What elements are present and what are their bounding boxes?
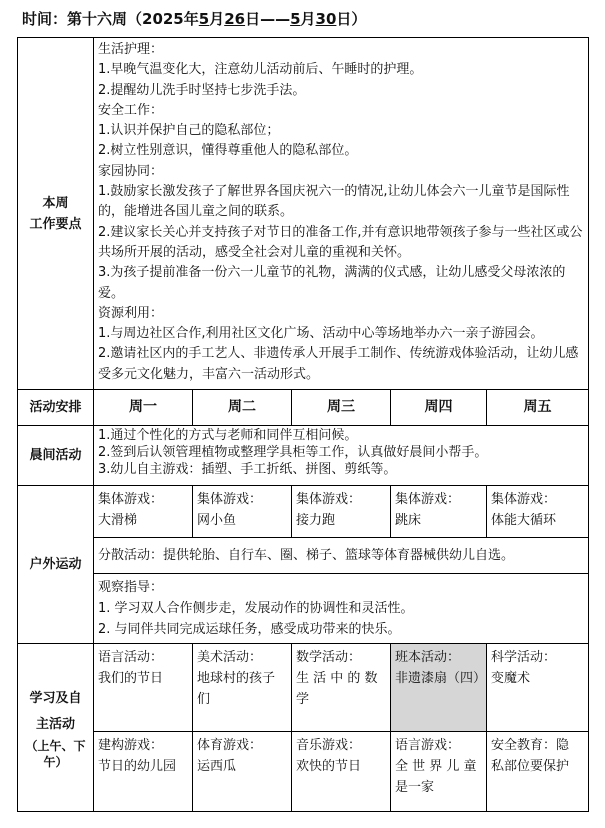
outdoor-group-wed [292,486,391,538]
study-kind: 建构游戏： [98,738,164,753]
focus-line: 安全工作： [98,102,164,118]
outdoor-label: 户外运动 [18,486,94,644]
study-name: 生 活 中 的 数 学 [296,671,378,707]
study-kind: 美术活动： [197,650,263,665]
study-name: 地球村的孩子们 [197,671,276,707]
study-label [18,644,94,812]
study-tue-am [193,644,292,732]
study-fri-am [487,644,589,732]
day-header-mon: 周一 [94,390,193,426]
focus-line: 1.认识并保护自己的隐私部位； [98,123,280,139]
focus-line: 1.早晚气温变化大，注意幼儿活动前后、午睡时的护理。 [98,62,423,78]
focus-line: 2.建议家长关心并支持孩子对节日的准备工作,并有意识地带领孩子参与一些社区或公共场所开展的活动，感受全社会对儿童的重视和关怀。 [98,224,583,260]
study-mon-pm [94,732,193,812]
morning-line: 1.通过个性化的方式与老师和同伴互相问候。 [98,428,358,443]
study-name: 节日的幼儿园 [98,759,177,774]
focus-line: 资源利用： [98,305,164,321]
study-name: 变魔术 [491,671,531,686]
focus-label [18,38,94,390]
study-wed-am [292,644,391,732]
group-kind: 集体游戏： [491,492,557,507]
morning-line: 3.幼儿自主游戏：插塑、手工折纸、拼图、剪纸等。 [98,462,397,477]
study-kind: 班本活动： [395,650,461,665]
study-kind: 数学活动： [296,650,362,665]
day-header-tue: 周二 [193,390,292,426]
study-fri-pm [487,732,589,812]
group-name: 接力跑 [296,513,336,528]
group-kind: 集体游戏： [296,492,362,507]
study-kind: 语言游戏： [395,738,461,753]
focus-line: 1.鼓励家长激发孩子了解世界各国庆祝六一的情况,让幼儿体会六一儿童节是国际性的，能增进各国儿童之间的联系。 [98,184,570,220]
outdoor-group-mon [94,486,193,538]
group-name: 网小鱼 [197,513,237,528]
study-kind: 安全教育：隐 [491,738,570,753]
outdoor-group-thu [391,486,487,538]
study-kind: 语言活动： [98,650,164,665]
weekly-plan-table [17,37,589,812]
observe-line: 2. 与同伴共同完成运球任务，感受成功带来的快乐。 [98,622,401,637]
morning-label: 晨间活动 [18,426,94,486]
schedule-title [22,8,366,29]
focus-line: 家园协同： [98,163,164,179]
focus-content [94,38,589,390]
group-kind: 集体游戏： [395,492,461,507]
study-name: 我们的节日 [98,671,164,686]
outdoor-observe [94,574,589,644]
title-month-char-2: 月 [300,10,316,28]
study-kind: 音乐游戏： [296,738,362,753]
study-thu-pm [391,732,487,812]
day-header-wed: 周三 [292,390,391,426]
observe-title: 观察指导： [98,580,164,595]
observe-line: 1. 学习双人合作侧步走，发展动作的协调性和灵活性。 [98,601,414,616]
end-day: 30 [315,10,337,28]
focus-line: 2.提醒幼儿洗手时坚持七步洗手法。 [98,82,306,98]
focus-line: 1.与周边社区合作,利用社区文化广场、活动中心等场地举办六一亲子游园会。 [98,326,544,342]
group-kind: 集体游戏： [197,492,263,507]
group-name: 大滑梯 [98,513,138,528]
study-label-main: 学习及自 主活动 [29,690,82,732]
outdoor-scattered: 分散活动：提供轮胎、自行车、圈、梯子、篮球等体育器械供幼儿自选。 [94,538,589,574]
study-name: 非遗漆扇（四） [395,671,487,686]
study-kind: 科学活动： [491,650,557,665]
group-name: 跳床 [395,513,422,528]
study-tue-pm [193,732,292,812]
study-name: 全 世 界 儿 童 是一家 [395,759,477,795]
title-day-sep: 日—— [245,10,291,28]
focus-line: 生活护理： [98,42,164,57]
morning-line: 2.签到后认领管理植物或整理学具柜等工作，认真做好晨间小帮手。 [98,445,488,460]
title-prefix: 时间：第十六周（2025年 [22,10,199,28]
outdoor-group-tue [193,486,292,538]
focus-line: 3.为孩子提前准备一份六一儿童节的礼物，满满的仪式感，让幼儿感受父母浓浓的爱。 [98,265,566,301]
schedule-label: 活动安排 [18,390,94,426]
study-wed-pm [292,732,391,812]
study-name: 运西瓜 [197,759,237,774]
focus-line: 2.邀请社区内的手工艺人、非遗传承人开展手工制作、传统游戏体验活动，让幼儿感受多元文化魅力，丰富六一活动形式。 [98,346,579,382]
day-header-fri: 周五 [487,390,589,426]
start-day: 26 [224,10,246,28]
title-end: 日） [336,10,367,28]
study-mon-am [94,644,193,732]
start-month: 5 [198,10,210,28]
focus-line: 2.树立性别意识，懂得尊重他人的隐私部位。 [98,143,358,159]
study-label-sub: （上午、下 午） [25,738,86,769]
morning-content [94,426,589,486]
outdoor-group-fri [487,486,589,538]
focus-label-text: 本周 工作要点 [29,195,82,232]
study-name: 欢快的节日 [296,759,362,774]
day-header-thu: 周四 [391,390,487,426]
study-kind: 体育游戏： [197,738,263,753]
study-name: 私部位要保护 [491,759,570,774]
end-month: 5 [290,10,301,28]
study-thu-am [391,644,487,732]
group-kind: 集体游戏： [98,492,164,507]
group-name: 体能大循环 [491,513,557,528]
title-month-char-1: 月 [209,10,225,28]
